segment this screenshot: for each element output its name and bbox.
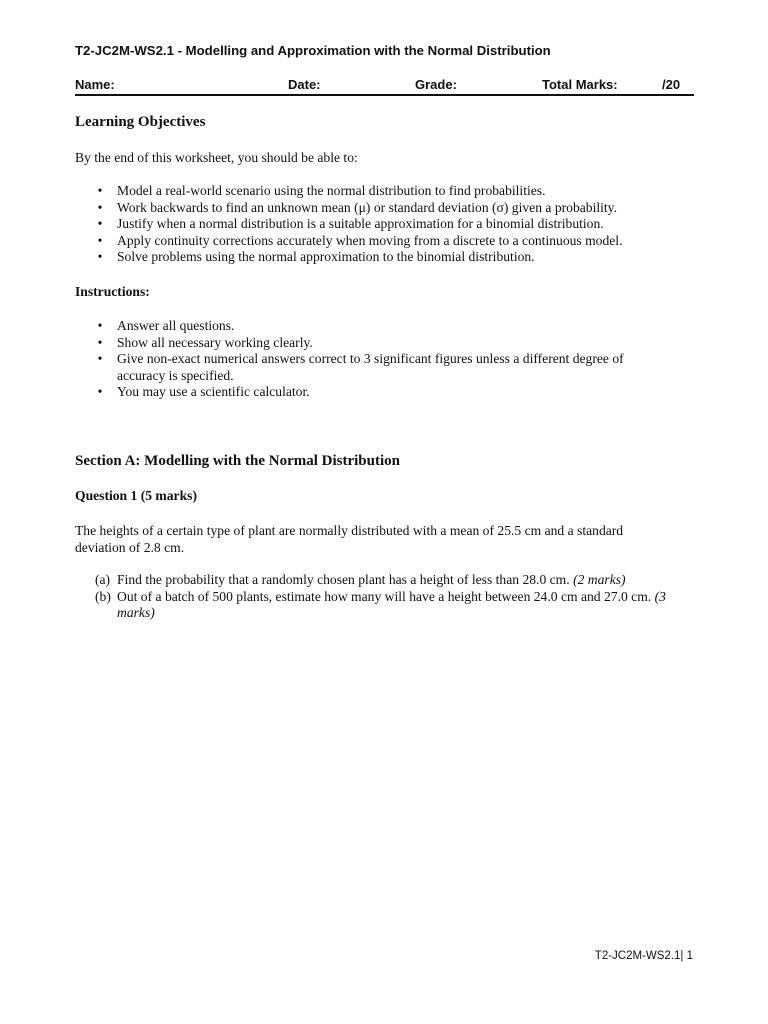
question-1-stem: The heights of a certain type of plant are normally distributed with a mean of 25.5 cm and a standard deviation of 2.8 cm. (75, 523, 624, 555)
list-item (75, 233, 675, 250)
part-marks: (2 marks) (573, 572, 626, 587)
list-item (75, 249, 675, 266)
instruction-text: You may use a scientific calculator. (117, 384, 310, 400)
bullet-icon: • (97, 216, 103, 232)
grade-label: Grade: (415, 77, 457, 92)
instruction-text: Answer all questions. (117, 318, 235, 333)
objective-text: Solve problems using the normal approximation to the binomial distribution. (117, 249, 535, 265)
page-footer: T2-JC2M-WS2.1| 1 (594, 950, 693, 962)
part-label: (a) (95, 572, 111, 587)
header-divider (75, 94, 694, 96)
section-a-heading: Section A: Modelling with the Normal Distribution (75, 453, 400, 469)
question-part (95, 589, 685, 622)
document-title: T2-JC2M-WS2.1 - Modelling and Approximation with the Normal Distribution (75, 43, 551, 58)
list-item (75, 216, 675, 233)
bullet-icon: • (97, 384, 103, 400)
instruction-text: Give non-exact numerical answers correct to 3 significant figures unless a different degree of accuracy is specified. (117, 351, 624, 383)
objective-text: Justify when a normal distribution is a suitable approximation for a binomial distribution. (117, 216, 604, 232)
bullet-icon: • (97, 249, 103, 265)
bullet-icon: • (97, 232, 103, 248)
part-text: Out of a batch of 500 plants, estimate how many will have a height between 24.0 cm and 27.0 cm. (117, 588, 652, 604)
bullet-icon: • (97, 183, 103, 198)
list-item (75, 384, 675, 401)
instruction-text: Show all necessary working clearly. (117, 334, 313, 350)
part-text: Find the probability that a randomly chosen plant has a height of less than 28.0 cm. (117, 572, 570, 587)
total-marks-label: Total Marks: (542, 77, 618, 92)
name-label: Name: (75, 77, 115, 92)
learning-objectives-intro: By the end of this worksheet, you should be able to: (75, 150, 358, 165)
instructions-list (75, 318, 675, 401)
question-part (95, 572, 685, 589)
date-label: Date: (288, 77, 321, 92)
total-marks-value: /20 (662, 77, 681, 92)
question-1-parts (95, 572, 685, 622)
learning-objectives-list (75, 183, 675, 266)
list-item (75, 318, 675, 335)
bullet-icon: • (97, 318, 103, 333)
part-label: (b) (95, 588, 111, 604)
learning-objectives-heading: Learning Objectives (75, 114, 206, 130)
question-1-heading: Question 1 (5 marks) (75, 488, 197, 503)
bullet-icon: • (97, 351, 103, 367)
list-item (75, 183, 675, 200)
objective-text: Apply continuity corrections accurately when moving from a discrete to a continuous model. (117, 232, 623, 248)
student-info-row (75, 77, 694, 94)
objective-text: Model a real-world scenario using the normal distribution to find probabilities. (117, 183, 546, 198)
bullet-icon: • (97, 334, 103, 350)
instructions-heading: Instructions: (75, 284, 150, 299)
objective-text: Work backwards to find an unknown mean (μ) or standard deviation (σ) given a probability. (117, 199, 617, 215)
list-item (75, 200, 675, 217)
part-marks: (3 marks) (117, 588, 666, 621)
list-item (75, 351, 675, 384)
list-item (75, 335, 675, 352)
bullet-icon: • (97, 199, 103, 215)
